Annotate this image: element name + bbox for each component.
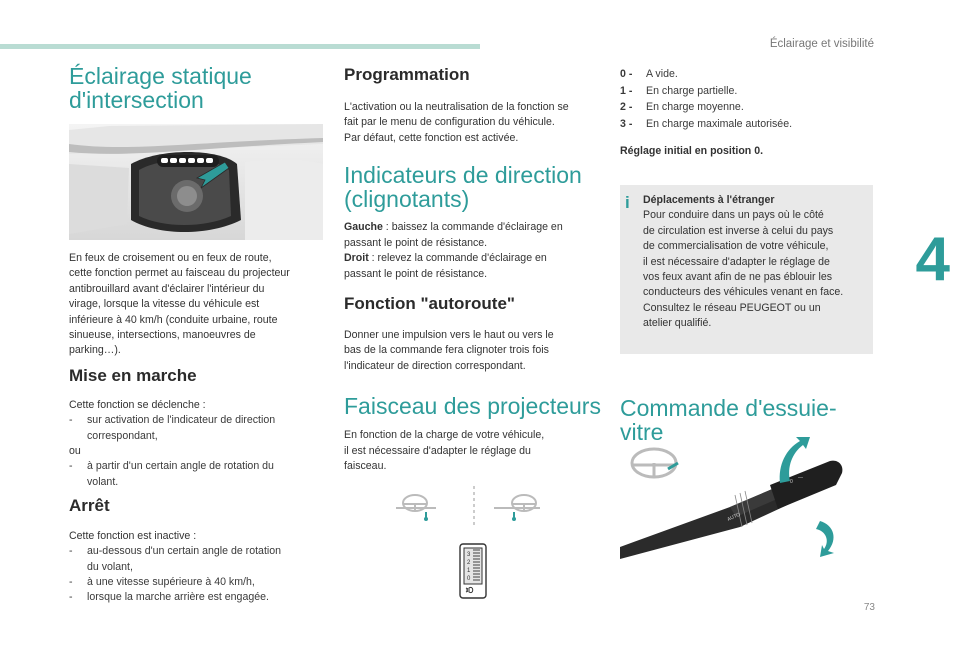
heading-indicateurs: Indicateurs de direction (clignotants) (344, 162, 582, 213)
headlight-adjust-illustration (390, 486, 560, 606)
list-item: 3 - En charge maximale autorisée. (620, 117, 793, 130)
heading-essuie-vitre: Commande d'essuie-vitre (620, 395, 837, 446)
fog-lamp-photo (69, 124, 323, 240)
info-icon: i (625, 193, 630, 212)
switch-auto-label: AUTO (726, 511, 742, 523)
section-title: Éclairage et visibilité (769, 38, 874, 50)
heading-faisceau: Faisceau des projecteurs (344, 393, 601, 419)
column-left (69, 64, 323, 112)
list-item: - à une vitesse supérieure à 40 km/h, (69, 575, 255, 588)
heading-eclairage-statique: Éclairage statique d'intersection (69, 63, 252, 114)
section-indicateurs: Indicateurs de direction (clignotants) Gauche : baissez la commande d'éclairage en passant le point de résistance. Droit : relevez la commande d'éclairage en passant le point de résistance. (344, 163, 602, 282)
heading-arret: Arrêt (69, 496, 110, 515)
list-item: - sur activation de l'indicateur de direction correspondant, (69, 414, 276, 442)
steering-wheel-icon (632, 449, 676, 477)
page-number: 73 (863, 602, 875, 613)
chapter-number: 4 (915, 225, 950, 294)
svg-text:2: 2 (467, 560, 471, 566)
top-accent-bar (0, 44, 480, 49)
column-middle: Programmation L'activation ou la neutralisation de la fonction se fait par le menu de configuration du véhicule. Par défaut, cette fonction est activée. (344, 66, 602, 146)
indicator-dot (424, 517, 428, 521)
svg-text:1: 1 (467, 568, 471, 574)
wiper-stalk-illustration (620, 435, 876, 559)
heading-autoroute: Fonction "autoroute" (344, 294, 515, 313)
list-item: 2 - En charge moyenne. (620, 101, 744, 113)
column-right (620, 66, 876, 159)
headlight-dial (460, 544, 486, 598)
reglage-initial: Réglage initial en position 0. (620, 145, 764, 157)
section-arret: Arrêt Cette fonction est inactive : - au-dessous d'un certain angle de rotation du volant, - à une vitesse supérieure à 40 km/h, - lorsque la marche arrière est engagée. (69, 497, 327, 606)
steering-wheel-icon (396, 495, 436, 520)
list-item: 0 - A vide. (620, 68, 678, 80)
section-faisceau: Faisceau des projecteurs En fonction de la charge de votre véhicule, il est nécessaire d'adapter le réglage du faisceau. (344, 394, 604, 474)
heading-mise-en-marche: Mise en marche (69, 366, 197, 385)
list-item: - à partir d'un certain angle de rotation du volant. (69, 460, 274, 488)
list-item: - au-dessous d'un certain angle de rotation du volant, (69, 545, 282, 573)
steering-wheel-icon (494, 495, 540, 520)
intro-text: En feux de croisement ou en feux de route, cette fonction permet au faisceau du projecteur antibrouillard avant d'éclairer l'intérieur du virage, lorsque la vitesse du véhicule est inférieure à 40 km/h (conduite urbaine, route sinueuse, intersections, manoeuvres de parking…). (69, 252, 290, 357)
svg-text:0: 0 (467, 576, 471, 582)
svg-text:—: — (798, 475, 803, 481)
arrow-down-icon (816, 521, 834, 557)
svg-text:0: 0 (790, 479, 793, 485)
section-autoroute: Fonction "autoroute" Donner une impulsion vers le haut ou vers le bas de la commande fera clignoter trois fois l'indicateur de direction correspondant. (344, 295, 602, 374)
heading-programmation: Programmation (344, 65, 470, 84)
list-item: 1 - En charge partielle. (620, 84, 738, 97)
info-box: i Déplacements à l'étranger Pour conduire dans un pays où le côté de circulation est inverse à celui du pays de commercialisation de votre véhicule, il est nécessaire d'adapter le réglage de vos feux avant afin de ne pas éblouir les conducteurs des véhicules venant en face. Consultez le réseau PEUGEOT ou un atelier qualifié. (620, 185, 873, 354)
list-item: - lorsque la marche arrière est engagée. (69, 591, 269, 604)
section-mise-en-marche: Mise en marche Cette fonction se déclenche : - sur activation de l'indicateur de direction correspondant, ou - à partir d'un certain angle de rotation du volant. (69, 367, 327, 490)
svg-text:3: 3 (467, 552, 471, 558)
